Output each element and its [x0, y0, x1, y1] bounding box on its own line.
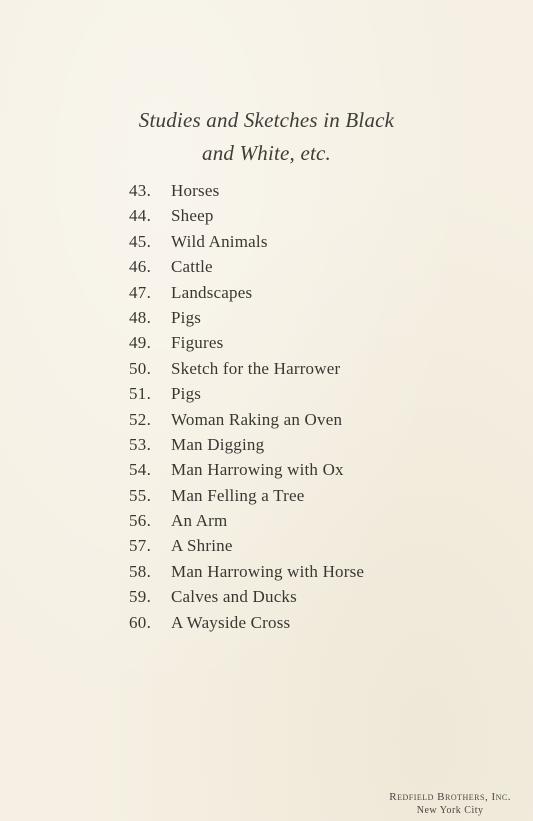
- publisher-imprint: [389, 791, 511, 817]
- item-number: 48.: [129, 307, 152, 327]
- item-title: Figures: [171, 333, 224, 353]
- item-number: 46.: [129, 257, 152, 277]
- list-item: [0, 559, 533, 584]
- list-item: [0, 229, 533, 254]
- item-title: Wild Animals: [171, 231, 268, 251]
- list-item: [0, 330, 533, 355]
- item-title: Pigs: [171, 307, 202, 327]
- item-number: 57.: [129, 536, 152, 556]
- list-item: [0, 381, 533, 406]
- item-number: 50.: [129, 358, 152, 378]
- list-item: [0, 508, 533, 533]
- item-title: Horses: [171, 181, 220, 200]
- item-number: 43.: [129, 181, 152, 200]
- item-title: Cattle: [171, 257, 213, 277]
- list-item: [0, 533, 533, 558]
- item-number: 51.: [129, 384, 152, 404]
- item-number: 55.: [129, 485, 152, 505]
- list-item: [0, 356, 533, 381]
- item-number: 49.: [129, 333, 152, 353]
- list-item: [0, 432, 533, 457]
- item-title: Man Harrowing with Ox: [171, 460, 344, 480]
- list-item: [0, 483, 533, 508]
- list-item: [0, 203, 533, 228]
- publisher-city: New York City: [416, 805, 484, 816]
- item-title: An Arm: [171, 511, 228, 531]
- item-number: 52.: [129, 409, 152, 429]
- catalog-list: [0, 178, 533, 635]
- item-title: Man Digging: [171, 434, 265, 454]
- list-item: [0, 254, 533, 279]
- list-item: [0, 305, 533, 330]
- item-number: 59.: [129, 587, 152, 607]
- item-title: A Wayside Cross: [171, 612, 291, 632]
- item-title: Pigs: [171, 384, 202, 404]
- item-number: 53.: [129, 434, 152, 454]
- publisher-name: Redfield Brothers, Inc.: [389, 791, 511, 803]
- item-title: Sheep: [171, 206, 214, 226]
- item-number: 45.: [129, 231, 152, 251]
- item-title: Landscapes: [171, 282, 253, 302]
- item-title: Sketch for the Harrower: [171, 358, 341, 378]
- item-number: 54.: [129, 460, 152, 480]
- item-title: Woman Raking an Oven: [171, 409, 343, 429]
- list-item: [0, 178, 533, 203]
- heading-line-2: and White, etc.: [202, 141, 331, 165]
- list-item: [0, 280, 533, 305]
- list-item: [0, 407, 533, 432]
- heading-line-1: Studies and Sketches in Black: [138, 108, 395, 132]
- item-number: 44.: [129, 206, 152, 226]
- item-title: Man Harrowing with Horse: [171, 561, 365, 581]
- list-item: [0, 584, 533, 609]
- item-number: 47.: [129, 282, 152, 302]
- item-title: Calves and Ducks: [171, 587, 297, 607]
- item-number: 56.: [129, 511, 152, 531]
- item-number: 58.: [129, 561, 152, 581]
- list-item: [0, 457, 533, 482]
- section-heading: [0, 104, 533, 170]
- item-title: A Shrine: [171, 536, 233, 556]
- item-title: Man Felling a Tree: [171, 485, 305, 505]
- list-item: [0, 610, 533, 635]
- item-number: 60.: [129, 612, 152, 632]
